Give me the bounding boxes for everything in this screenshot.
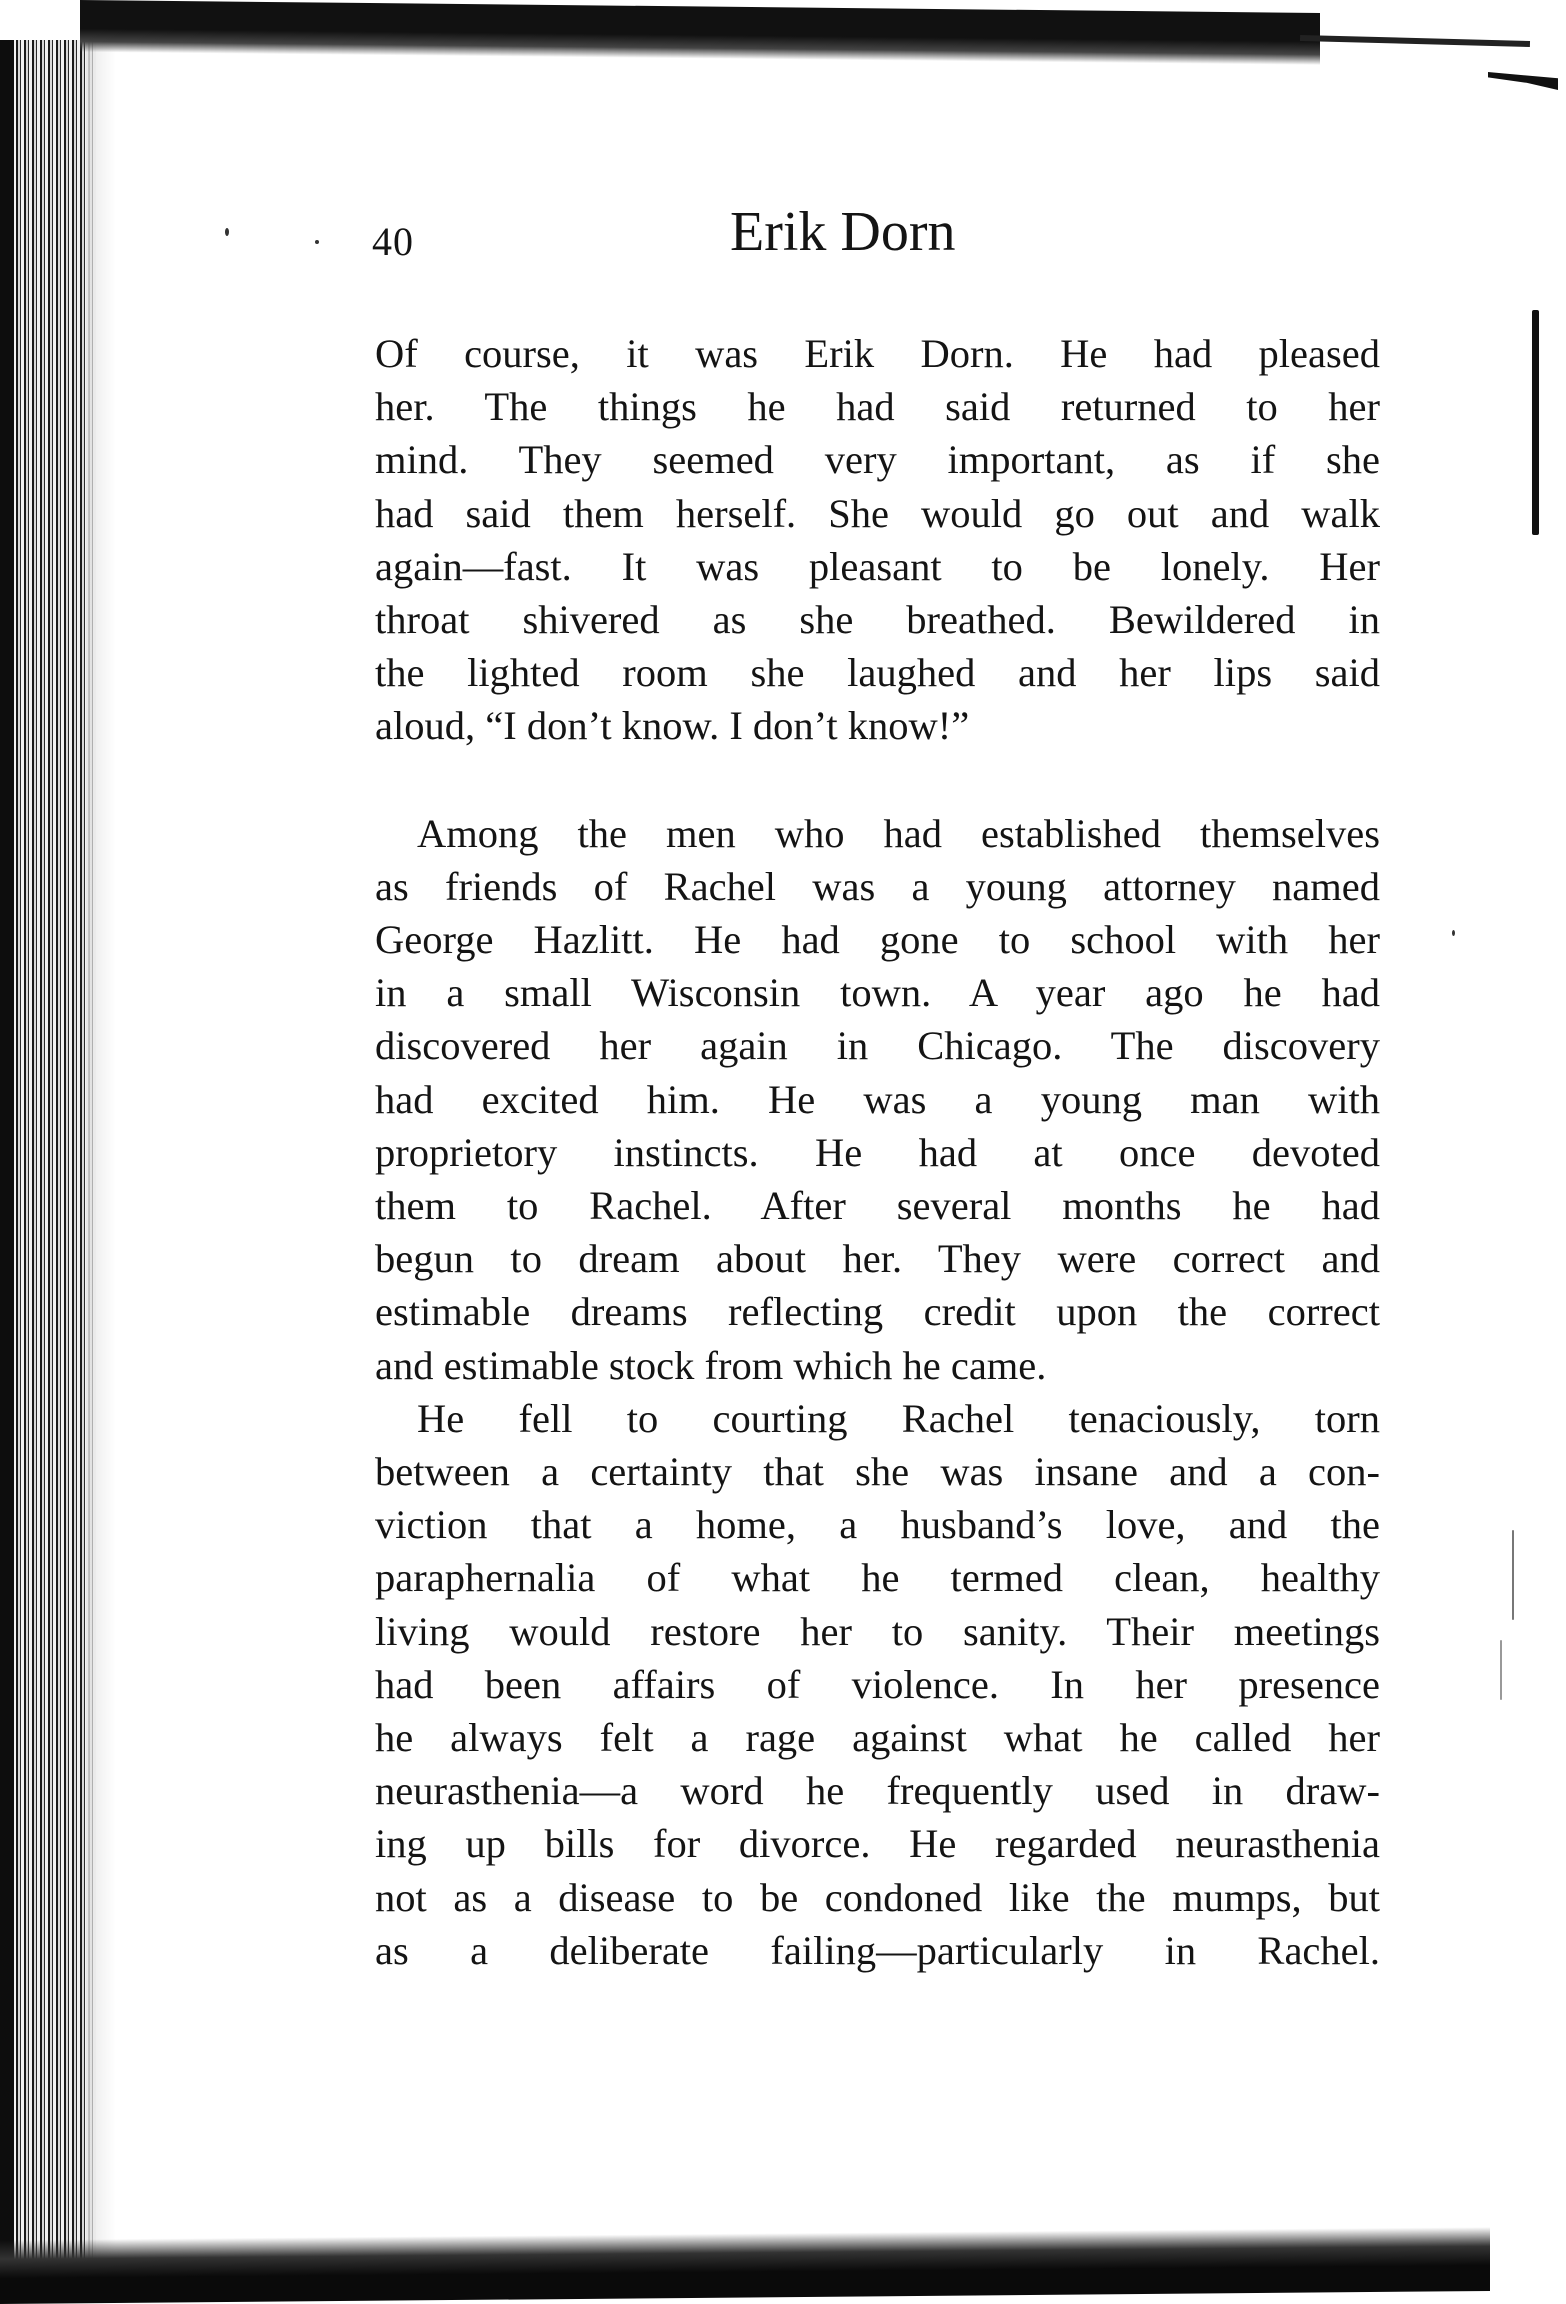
page-number: 40	[372, 219, 414, 264]
paragraph	[375, 807, 1380, 1392]
text-line: George Hazlitt. He had gone to school with her	[375, 917, 1380, 963]
text-line: in a small Wisconsin town. A year ago he had	[375, 970, 1380, 1016]
text-line: Of course, it was Erik Dorn. He had pleased	[375, 331, 1380, 376]
text-line: He fell to courting Rachel tenaciously, torn	[417, 1395, 1380, 1441]
running-title: Erik Dorn	[730, 201, 956, 263]
text-line: them to Rachel. After several months he had	[375, 1183, 1380, 1229]
text-line: ing up bills for divorce. He regarded neurasthenia	[375, 1821, 1380, 1867]
text-line: and estimable stock from which he came.	[375, 1342, 1047, 1388]
binding-edge-fade	[86, 40, 116, 2270]
paragraph	[375, 327, 1380, 753]
text-line: between a certainty that she was insane and a con-	[375, 1449, 1380, 1495]
text-line: neurasthenia—a word he frequently used in draw-	[375, 1768, 1380, 1814]
text-line: viction that a home, a husband’s love, and the	[375, 1502, 1380, 1548]
text-line: Among the men who had established themselves	[417, 810, 1380, 856]
body-text	[375, 327, 1380, 1977]
text-line: as a deliberate failing—particularly in Rachel.	[375, 1927, 1380, 1973]
page-header	[372, 200, 1012, 290]
top-scan-border	[80, 0, 1320, 65]
paragraph	[375, 1392, 1380, 1977]
section-break	[375, 753, 1380, 807]
binding-edge-shadow	[0, 40, 96, 2270]
scan-speck	[1512, 1530, 1514, 1620]
bottom-scan-border	[0, 2227, 1490, 2304]
text-line: begun to dream about her. They were correct and	[375, 1236, 1380, 1282]
text-line: aloud, “I don’t know. I don’t know!”	[375, 703, 970, 749]
text-line: her. The things he had said returned to her	[375, 384, 1380, 430]
right-margin-mark	[1532, 310, 1539, 535]
scan-speck	[225, 228, 229, 236]
scan-speck	[315, 240, 319, 244]
text-line: again—fast. It was pleasant to be lonely. Her	[375, 543, 1380, 589]
text-line: throat shivered as she breathed. Bewildered in	[375, 597, 1380, 643]
text-line: proprietory instincts. He had at once devoted	[375, 1129, 1380, 1175]
binding-edge-dark-strip	[0, 40, 14, 2270]
scan-speck	[1500, 1640, 1502, 1700]
text-line: living would restore her to sanity. Their meetings	[375, 1608, 1380, 1654]
text-line: the lighted room she laughed and her lips said	[375, 650, 1380, 696]
text-line: mind. They seemed very important, as if she	[375, 437, 1380, 483]
text-line: not as a disease to be condoned like the mumps, but	[375, 1874, 1380, 1920]
text-line: as friends of Rachel was a young attorney named	[375, 863, 1380, 909]
corner-scan-mark	[1488, 72, 1558, 90]
text-line: estimable dreams reflecting credit upon the correct	[375, 1289, 1380, 1335]
text-line: had said them herself. She would go out and walk	[375, 490, 1380, 536]
text-line: he always felt a rage against what he called her	[375, 1715, 1380, 1761]
text-line: paraphernalia of what he termed clean, healthy	[375, 1555, 1380, 1601]
text-line: discovered her again in Chicago. The discovery	[375, 1023, 1380, 1069]
scan-speck	[1452, 930, 1455, 936]
text-line: had excited him. He was a young man with	[375, 1076, 1380, 1122]
text-line: had been affairs of violence. In her presence	[375, 1661, 1380, 1707]
top-scan-border-thin	[1300, 35, 1530, 47]
